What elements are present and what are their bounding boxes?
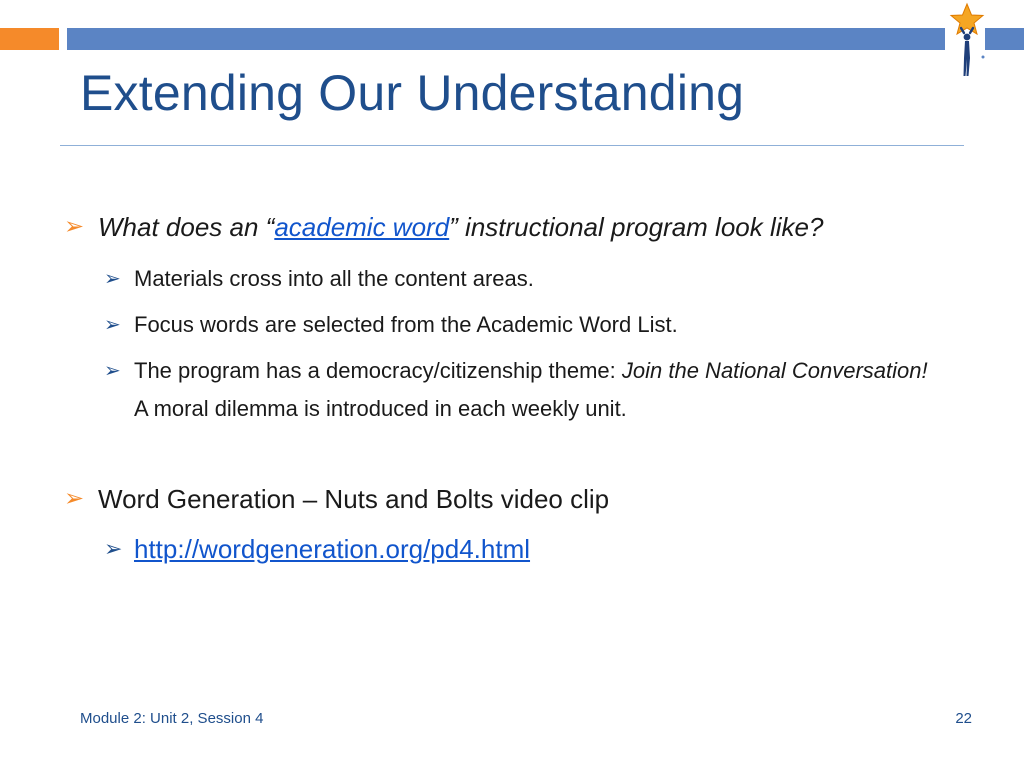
slide-title: Extending Our Understanding	[80, 65, 745, 121]
title-underline	[60, 145, 964, 146]
bullet-video-clip	[62, 480, 942, 518]
sub-bullet-url	[62, 530, 942, 570]
orange-arrow-bullet-icon: ➢	[64, 485, 85, 512]
star-person-logo-icon	[947, 2, 987, 80]
sub-bullet-text: Focus words are selected from the Academic Word List.	[134, 312, 678, 337]
academic-word-link[interactable]: academic word	[274, 212, 450, 242]
header-bar-blue-right	[985, 28, 1024, 50]
theme-title: Join the National Conversation!	[621, 358, 928, 383]
theme-prefix: The program has a democracy/citizenship theme:	[134, 358, 622, 383]
sub-bullet-theme	[62, 352, 942, 428]
orange-arrow-bullet-icon: ➢	[64, 213, 85, 240]
header-bar-orange	[0, 28, 59, 50]
video-clip-text: Word Generation – Nuts and Bolts video clip	[98, 484, 610, 514]
theme-suffix: A moral dilemma is introduced in each weekly unit.	[134, 396, 627, 421]
footer-module-label: Module 2: Unit 2, Session 4	[80, 710, 264, 727]
question-prefix: What does an “	[98, 212, 275, 242]
blue-arrow-bullet-icon: ➢	[104, 268, 121, 290]
blue-arrow-bullet-icon: ➢	[104, 314, 121, 336]
sub-bullet-materials	[62, 260, 942, 298]
blue-arrow-bullet-icon: ➢	[104, 360, 121, 382]
question-suffix: ” instructional program look like?	[449, 212, 824, 242]
slide-content	[62, 208, 942, 570]
slide-number: 22	[955, 710, 972, 727]
sub-bullet-text: Materials cross into all the content areas.	[134, 266, 534, 291]
header-bar-blue	[67, 28, 945, 50]
bullet-question	[62, 208, 942, 246]
wordgeneration-link[interactable]: http://wordgeneration.org/pd4.html	[134, 534, 531, 564]
blue-arrow-bullet-icon: ➢	[104, 536, 123, 561]
sub-bullet-focus-words	[62, 306, 942, 344]
